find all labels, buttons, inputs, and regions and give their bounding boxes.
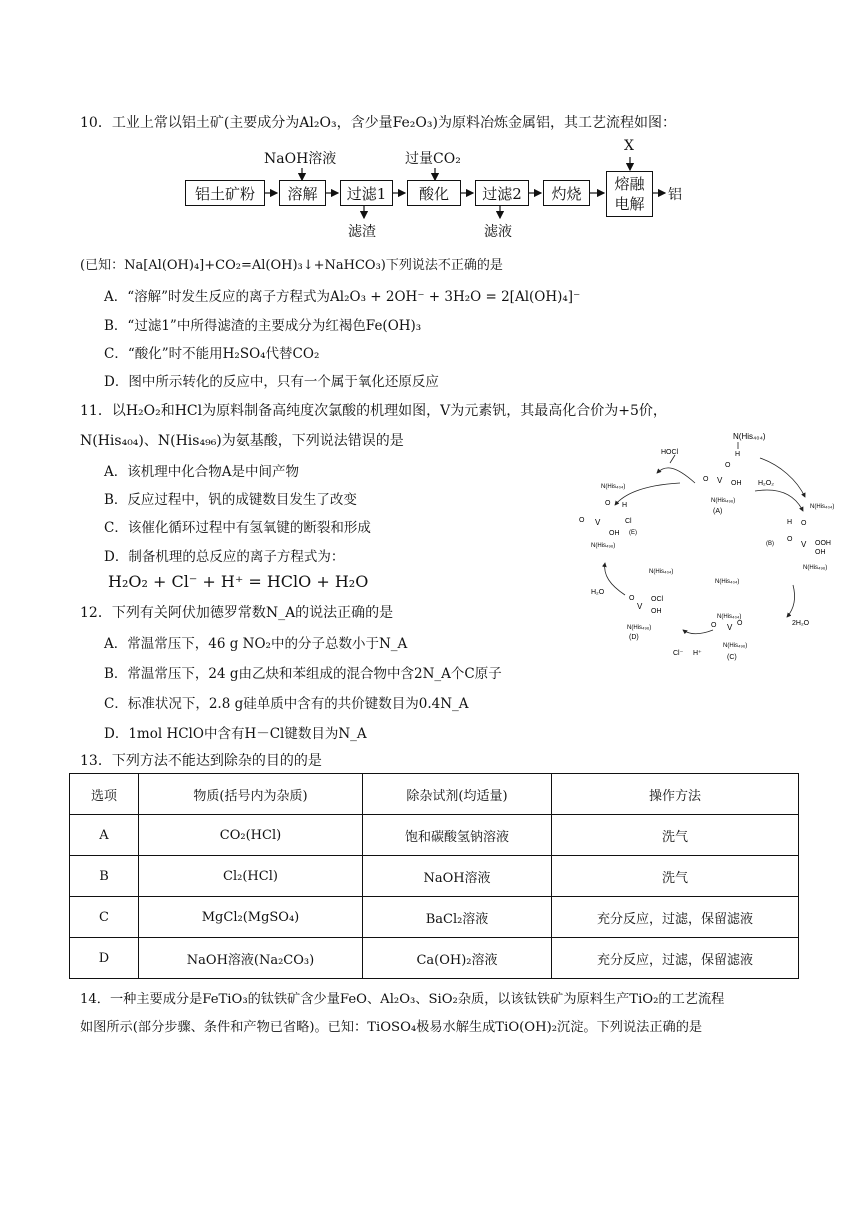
diagram-label-b: (B) bbox=[766, 541, 774, 547]
table-cell: 饱和碳酸氢钠溶液 bbox=[363, 815, 552, 856]
q12-option-c: C．标准状况下，2.8 g硅单质中含有的共价键数目为0.4N_A bbox=[104, 696, 469, 712]
table-header-row bbox=[70, 774, 799, 815]
table-cell: C bbox=[70, 897, 139, 938]
diagram-label-e: (E) bbox=[629, 530, 637, 536]
table-row bbox=[70, 938, 799, 979]
q11-option-a: A．该机理中化合物A是中间产物 bbox=[104, 464, 299, 480]
diagram-o-e2: O bbox=[579, 517, 585, 524]
q10-option-c: C．“酸化”时不能用H₂SO₄代替CO₂ bbox=[104, 346, 320, 362]
diagram-two-h2o: 2H₂O bbox=[792, 620, 810, 627]
diagram-his-b-top: N(His₄₀₄) bbox=[810, 504, 835, 510]
diagram-label-d: (D) bbox=[629, 634, 639, 641]
diagram-v-c: V bbox=[727, 623, 733, 632]
diagram-o-a: O bbox=[725, 462, 731, 469]
table-header-reagent: 除杂试剂(均适量) bbox=[363, 774, 552, 815]
diagram-label-a: (A) bbox=[713, 508, 723, 515]
q13-table bbox=[69, 773, 799, 979]
flow-output-aluminum: 铝 bbox=[668, 187, 682, 203]
q10-option-a: A．“溶解”时发生反应的离子方程式为Al₂O₃ + 2OH⁻ + 3H₂O = 2[Al(OH)₄]⁻ bbox=[104, 289, 581, 305]
table-row bbox=[70, 815, 799, 856]
diagram-his-c: N(His₄₉₆) bbox=[723, 643, 748, 649]
diagram-o-c2: O bbox=[737, 620, 743, 627]
q11-option-d: D．制备机理的总反应的离子方程式为： bbox=[104, 549, 345, 565]
table-cell: BaCl₂溶液 bbox=[363, 897, 552, 938]
diagram-oh-e: OH bbox=[609, 530, 620, 537]
table-header-method: 操作方法 bbox=[552, 774, 799, 815]
table-cell: CO₂(HCl) bbox=[139, 815, 363, 856]
table-header-option: 选项 bbox=[70, 774, 139, 815]
diagram-his-e: N(His₄₉₆) bbox=[591, 543, 616, 549]
diagram-o-c: O bbox=[711, 622, 717, 629]
table-header-substance: 物质(括号内为杂质) bbox=[139, 774, 363, 815]
diagram-o-b2: O bbox=[787, 536, 793, 543]
diagram-o-b: O bbox=[801, 520, 807, 527]
diagram-h2o: H₂O bbox=[591, 589, 605, 596]
q12-option-b: B．常温常压下，24 g由乙炔和苯组成的混合物中含2N_A个C原子 bbox=[104, 666, 502, 682]
diagram-oh-a: OH bbox=[731, 480, 742, 487]
table-cell: NaOH溶液(Na₂CO₃) bbox=[139, 938, 363, 979]
q11-equation: H₂O₂ + Cl⁻ + H⁺ = HClO + H₂O bbox=[108, 572, 369, 591]
diagram-v-d: V bbox=[637, 602, 643, 611]
q11-option-c: C．该催化循环过程中有氢氧键的断裂和形成 bbox=[104, 520, 371, 536]
diagram-label-c: (C) bbox=[727, 654, 737, 661]
q14-line2: 如图所示(部分步骤、条件和产物已省略)。已知：TiOSO₄极易水解生成TiO(OH)₂沉淀。下列说法正确的是 bbox=[80, 1020, 703, 1035]
diagram-hocl: HOCl bbox=[661, 449, 679, 456]
q12-option-d: D．1mol HClO中含有H－Cl键数目为N_A bbox=[104, 726, 367, 742]
diagram-h-top: H bbox=[735, 451, 741, 458]
table-cell: B bbox=[70, 856, 139, 897]
diagram-o-d: O bbox=[629, 595, 635, 602]
flow-box-melt-label: 熔融 bbox=[614, 175, 645, 193]
diagram-h-e: H bbox=[622, 502, 628, 509]
diagram-h2o2: H₂O₂ bbox=[758, 480, 774, 487]
table-cell: A bbox=[70, 815, 139, 856]
table-cell: 洗气 bbox=[552, 815, 799, 856]
diagram-v-a: V bbox=[717, 476, 723, 485]
q11-option-b: B．反应过程中，钒的成键数目发生了改变 bbox=[104, 492, 357, 508]
q12-stem: 12．下列有关阿伏加德罗常数N_A的说法正确的是 bbox=[80, 605, 394, 621]
q11-stem-line2: N(His₄₀₄)、N(His₄₉₆)为氨基酸，下列说法错误的是 bbox=[80, 433, 404, 449]
diagram-h-b: H bbox=[787, 519, 793, 526]
table-cell: Cl₂(HCl) bbox=[139, 856, 363, 897]
q10-note: (已知：Na[Al(OH)₄]+CO₂=Al(OH)₃↓+NaHCO₃)下列说法不正确的是 bbox=[80, 258, 503, 273]
diagram-o-a2: O bbox=[703, 476, 709, 483]
diagram-his-a: N(His₄₉₆) bbox=[711, 498, 736, 504]
diagram-o-e: O bbox=[605, 500, 611, 507]
flow-output-residue: 滤渣 bbox=[348, 224, 376, 240]
diagram-his-d-top: N(His₄₀₄) bbox=[649, 569, 674, 575]
q11-stem-line1: 11．以H₂O₂和HCl为原料制备高纯度次氯酸的机理如图，V为元素钒，其最高化合价为+5价， bbox=[80, 403, 667, 419]
diagram-oh-d: OH bbox=[651, 608, 662, 615]
table-cell: 充分反应，过滤，保留滤液 bbox=[552, 938, 799, 979]
flow-box-ore: 铝土矿粉 bbox=[185, 180, 265, 206]
q10-stem: 10．工业上常以铝土矿(主要成分为Al₂O₃，含少量Fe₂O₃)为原料冶炼金属铝，其工艺流程如图： bbox=[80, 115, 676, 131]
diagram-oh-b: OH bbox=[815, 549, 826, 556]
diagram-ooh-b: OOH bbox=[815, 540, 831, 547]
q10-option-b: B．“过滤1”中所得滤渣的主要成分为红褐色Fe(OH)₃ bbox=[104, 318, 422, 334]
flow-output-filtrate: 滤液 bbox=[484, 224, 512, 240]
flow-box-filter1: 过滤1 bbox=[340, 180, 393, 206]
diagram-his-e-top: N(His₄₀₄) bbox=[601, 484, 626, 490]
diagram-his-c-top: N(His₄₀₄) bbox=[717, 614, 742, 620]
diagram-v-b: V bbox=[801, 540, 807, 549]
diagram-h-plus: H⁺ bbox=[693, 650, 702, 657]
diagram-ocl-d: OCl bbox=[651, 596, 664, 603]
q14-line1: 14．一种主要成分是FeTiO₃的钛铁矿含少量FeO、Al₂O₃、SiO₂杂质，以该钛铁矿为原料生产TiO₂的工艺流程 bbox=[80, 992, 725, 1007]
flow-input-naoh: NaOH溶液 bbox=[264, 151, 337, 167]
table-cell: MgCl₂(MgSO₄) bbox=[139, 897, 363, 938]
flow-box-electrolysis bbox=[606, 171, 653, 217]
q10-flow-arrows bbox=[0, 0, 868, 260]
flow-input-x: X bbox=[624, 138, 634, 154]
diagram-his-mid: N(His₄₀₄) bbox=[715, 579, 740, 585]
q11-mechanism-diagram bbox=[565, 425, 855, 665]
svg-text:Cl: Cl bbox=[625, 518, 632, 525]
diagram-his-top: N(His₄₀₄) bbox=[733, 432, 766, 441]
diagram-cl-minus: Cl⁻ bbox=[673, 650, 684, 657]
table-cell: 充分反应，过滤，保留滤液 bbox=[552, 897, 799, 938]
diagram-his-b: N(His₄₉₆) bbox=[803, 565, 828, 571]
flow-box-dissolve: 溶解 bbox=[279, 180, 326, 206]
flow-box-acidify: 酸化 bbox=[407, 180, 461, 206]
table-cell: NaOH溶液 bbox=[363, 856, 552, 897]
flow-input-co2: 过量CO₂ bbox=[405, 151, 461, 167]
table-row bbox=[70, 897, 799, 938]
table-cell: D bbox=[70, 938, 139, 979]
diagram-v-e: V bbox=[595, 518, 601, 527]
flow-box-electrolysis-label: 电解 bbox=[614, 195, 645, 213]
q10-option-d: D．图中所示转化的反应中，只有一个属于氧化还原反应 bbox=[104, 374, 439, 390]
diagram-his-d: N(His₄₉₆) bbox=[627, 625, 652, 631]
q13-stem: 13．下列方法不能达到除杂的目的的是 bbox=[80, 753, 322, 769]
q12-option-a: A．常温常压下，46 g NO₂中的分子总数小于N_A bbox=[104, 636, 408, 652]
table-row bbox=[70, 856, 799, 897]
flow-box-filter2: 过滤2 bbox=[475, 180, 529, 206]
table-cell: 洗气 bbox=[552, 856, 799, 897]
table-cell: Ca(OH)₂溶液 bbox=[363, 938, 552, 979]
flow-box-calcine: 灼烧 bbox=[543, 180, 590, 206]
